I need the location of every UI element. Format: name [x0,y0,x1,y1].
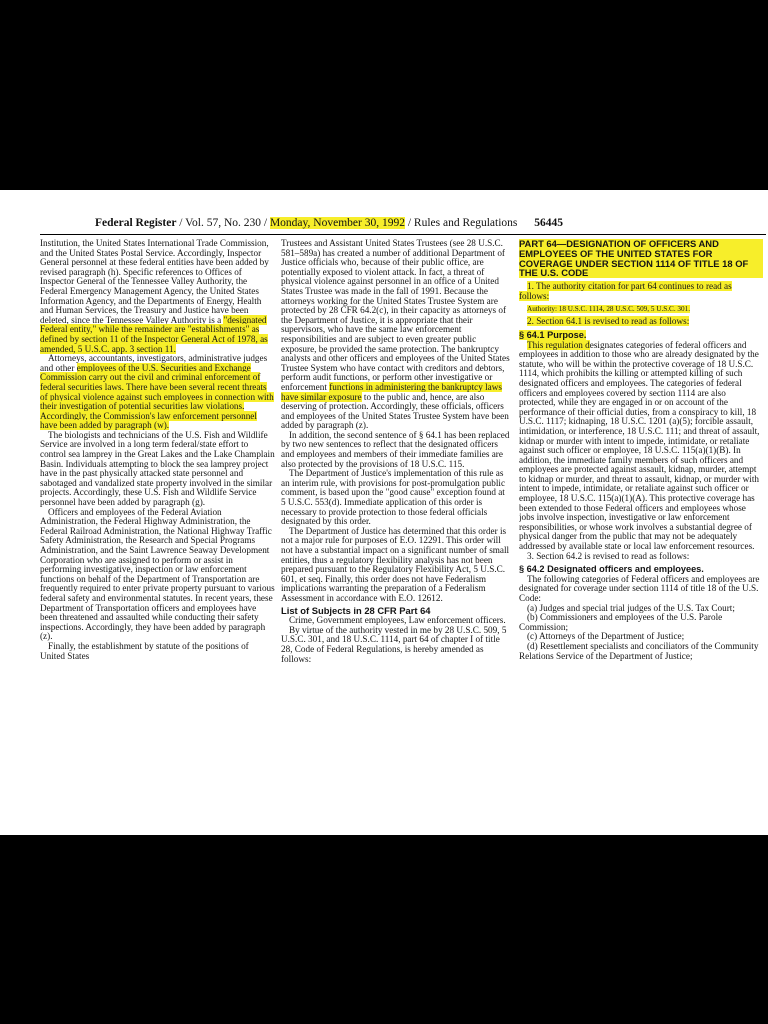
volume-info: Vol. 57, No. 230 [185,217,261,229]
page-header [95,217,765,231]
highlighted-text: employees of the U.S. Securities and Exchange Commission carry out the civil and criminal enforcement of federal securities laws. There have been several recent threats of physical violence against such employees in connection with their investigation of potential securities law violations. Accordingly, the Commission's law enforcement personnel have been added by paragraph (w). [40,362,274,431]
publication-date: Monday, November 30, 1992 [269,217,405,229]
paragraph: Institution, the United States International Trade Commission, and the United States Postal Service. Accordingly, Inspector General personnel at these federal entities have been added by revised paragraph (h). Specific references to Offices of Inspector General of the Tennessee Valley Authority, the Federal Emergency Management Agency, the United States Information Agency, and the Departments of Energy, Health and Human Services, the Treasury and Justice have been deleted, since the Tennessee Valley Authority is a "designated Federal entity," while the remainder are "establishments" as defined by section 11 of the Inspector General Act of 1978, as amended, 5 U.S.C. app. 3 section 11. [40,239,269,354]
page-number: 56445 [534,217,564,229]
paragraph: The following categories of Federal officers and employees are designated for coverage under section 1114 of title 18 of the U.S. Code: [519,573,760,603]
column-1 [40,239,275,834]
highlighted-text: functions in administering the bankruptcy laws have similar exposure [281,381,502,402]
journal-name: Federal Register [95,217,177,229]
paragraph: The Department of Justice's implementation of this rule as an interim rule, with provisions for post-promulgation public comment, is based upon the "good cause" exception found at 5 U.S.C. 553(d). Immediate application of this order is necessary to provide protection to those federal officials designated by this order. [281,468,506,527]
header-separator: / [263,217,268,229]
section-64-1-heading: § 64.1 Purpose. [519,329,587,340]
column-3 [519,239,763,834]
paragraph: By virtue of the authority vested in me by 28 U.S.C. 509, 5 U.S.C. 301, and 18 U.S.C. 1114, part 64 of chapter I of title 28, Code of Federal Regulations, is hereby amended as follows: [281,624,507,664]
paragraph: Trustees and Assistant United States Trustees (see 28 U.S.C. 581–589a) has created a number of additional Department of Justice officials who, because of their public office, are potentially exposed to violent attack. In fact, a threat of physical violence against personnel in an office of a United States Trustee was made in the fall of 1991. Because the attorneys working for the United States Trustee System are protected by 28 CFR 64.2(c), in their capacity as attorneys of the Department of Justice, it is appropriate that their supervisors, who have the same law enforcement responsibilities and are subject to even greater public exposure, be provided the same protection. The bankruptcy analysts and other officers and employees of the United States Trustee System who have contact with creditors and debtors, perform audit functions, or perform other investigative or enforcement functions in administering the bankruptcy laws have similar exposure to the public and, hence, are also deserving of protection. Accordingly, these officials, officers and employees of the United States Trustee System have been added by paragraph (z). [281,239,510,431]
header-separator: / [407,217,412,229]
section-64-2-heading: § 64.2 Designated officers and employees. [519,564,704,575]
section-64-1-text: This regulation designates categories of federal officers and employees in addition to those who are already designated by the statute, who will be within the protective coverage of 18 U.S.C. 1114, which prohibits the killing or attempted killing of such designated officers and employees. The categories of federal officers and employees covered by section 1114 are also protected, while they are engaged in or on account of the performance of their official duties, from a conspiracy to kill, 18 U.S.C. 1117; kidnaping, 18 U.S.C. 1201 (a)(5); forcible assault, intimidation, or interference, 18 U.S.C. 111; and threat of assault, kidnap or murder with intent to impede, intimidate, or retaliate against such officer or employee, 18 U.S.C. 115(a)(1)(B). In addition, the immediate family members of such officers and employees are protected against assault, kidnap, murder, attempt to kidnap or murder, and threat to assault, kidnap, or murder with intent to impede, intimidate, or retaliate against such officer or employee, 18 U.S.C. 115(a)(1)(A). This protective coverage has been extended to those Federal officers and employees whose jobs involve inspection, investigative or law enforcement responsibilities, or whose work involves a substantial degree of physical danger from the public that may not be adequately addressed by available state or local law enforcement resources. [519,339,760,552]
document-page [0,190,768,835]
paragraph: In addition, the second sentence of § 64.1 has been replaced by two new sentences to reflect that the designated officers and employees and members of their immediate families are also protected by the provisions of 18 U.S.C. 115. [281,429,510,469]
highlighted-text: "designated Federal entity," while the remainder are "establishments" as defined by section 11 of the Inspector General Act of 1978, as amended, 5 U.S.C. app. 3 section 11. [40,314,268,354]
header-separator: / [179,217,183,229]
column-2 [281,239,511,834]
list-item: (d) Resettlement specialists and conciliators of the Community Relations Service of the Department of Justice; [519,640,759,661]
paragraph: Officers and employees of the Federal Aviation Administration, the Federal Highway Administration, the Federal Railroad Administration, the National Highway Traffic Safety Administration, the Research and Special Programs Administration, and the Saint Lawrence Seaway Development Corporation who are assigned to perform or assist in performing investigative, inspection or law enforcement functions on behalf of the Department of Transportation are frequently required to enter private property pursuant to various federal safety and environmental statutes. In recent years, these Department of Transportation officers and employees have been threatened and assaulted while conducting their safety inspections. Accordingly, they have been added by paragraph (z). [40,506,275,642]
paragraph: The Department of Justice has determined that this order is not a major rule for purposes of E.O. 12291. This order will not have a substantial impact on a significant number of small entities, thus a regulatory flexibility analysis has not been prepared pursuant to the Regulatory Flexibility Act, 5 U.S.C. 601, et seq. Finally, this order does not have Federalism implications warranting the preparation of a Federalism Assessment in accordance with E.O. 12612. [281,525,510,603]
paragraph: Finally, the establishment by statute of the positions of United States [40,640,249,661]
part-heading: PART 64—DESIGNATION OF OFFICERS AND EMPLOYEES OF THE UNITED STATES FOR COVERAGE UNDER SECTION 1114 OF TITLE 18 OF THE U.S. CODE [519,239,763,278]
subjects-heading: List of Subjects in 28 CFR Part 64 [281,604,431,616]
section-name: Rules and Regulations [413,217,518,229]
header-rule [40,234,766,235]
amendatory-instruction: 3. Section 64.2 is revised to read as follows: [527,550,690,561]
amendatory-instruction: 2. Section 64.1 is revised to read as follows: [527,316,690,327]
paragraph: Attorneys, accountants, investigators, administrative judges and other employees of the U.S. Securities and Exchange Commission carry out the civil and criminal enforcement of federal securities laws. There have been several recent threats of physical violence against such employees in connection with their investigation of potential securities law violations. Accordingly, the Commission's law enforcement personnel have been added by paragraph (w). [40,353,274,431]
list-item: (c) Attorneys of the Department of Justice; [527,631,685,642]
authority-citation: Authority: 18 U.S.C. 1114, 28 U.S.C. 509, 5 U.S.C. 301. [527,305,690,314]
list-item: (a) Judges and special trial judges of the U.S. Tax Court; [527,602,735,613]
list-item: (b) Commissioners and employees of the U.S. Parole Commission; [519,612,723,632]
amendatory-instruction: 1. The authority citation for part 64 continues to read as follows: [519,281,732,301]
paragraph: Crime, Government employees, Law enforcement officers. [289,615,506,626]
paragraph: The biologists and technicians of the U.S. Fish and Wildlife Service are involved in a long term federal/state effort to control sea lamprey in the Great Lakes and the Lake Champlain Basin. Individuals attempting to block the sea lamprey project have in the past physically attacked state personnel and sabotaged and vandalized state property involved in the similar projects. Accordingly, these U.S. Fish and Wildlife Service personnel have been added by paragraph (g). [40,429,275,508]
